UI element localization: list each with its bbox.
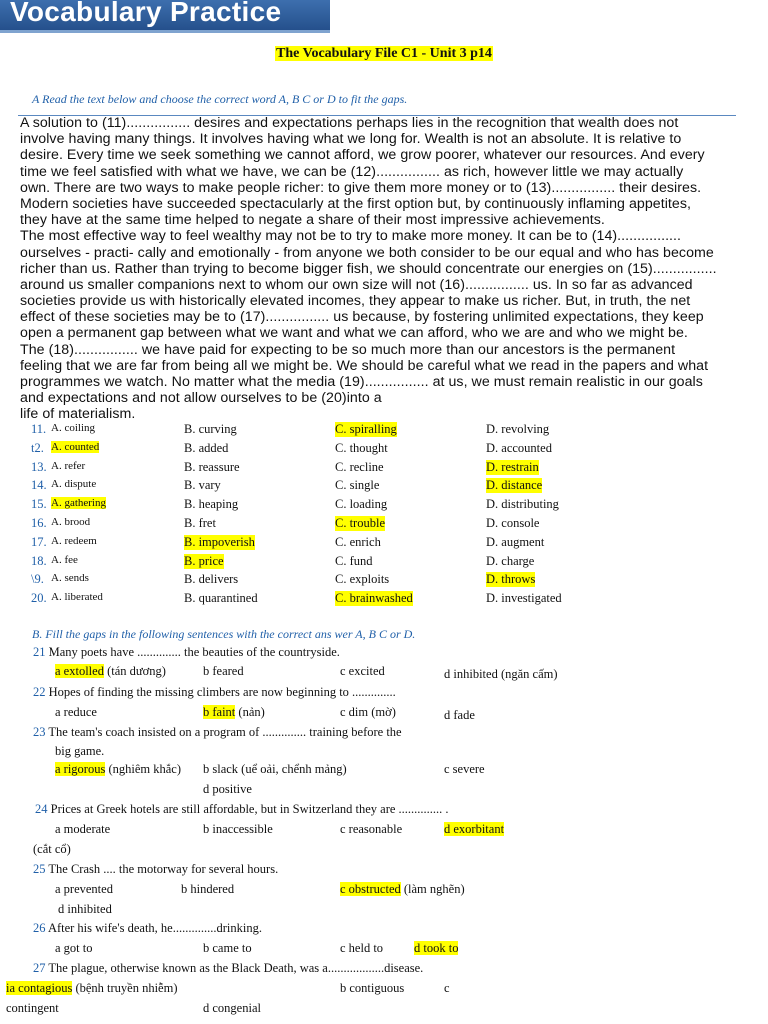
- option-a[interactable]: A. fee: [51, 553, 78, 566]
- option-a[interactable]: A. counted: [51, 440, 100, 453]
- option-26d[interactable]: d took to: [414, 941, 459, 955]
- passage-line: ourselves - practi- cally and emotionally - from anyone we both consider to be our equal and who has become: [20, 244, 714, 261]
- option-26a[interactable]: a got to: [55, 941, 93, 955]
- option-b[interactable]: B. curving: [184, 422, 237, 436]
- option-22d[interactable]: d fade: [444, 708, 475, 722]
- option-d[interactable]: D. investigated: [486, 591, 562, 606]
- option-24d[interactable]: d exorbitant: [444, 822, 505, 836]
- option-a[interactable]: A. liberated: [51, 591, 103, 604]
- option-a[interactable]: A. coiling: [51, 422, 95, 434]
- option-b[interactable]: B. impoverish: [184, 534, 255, 549]
- option-23a[interactable]: a rigorous (nghiêm khắc): [55, 762, 182, 776]
- mc-row: [0, 554, 768, 573]
- option-d[interactable]: D. throws: [486, 572, 536, 587]
- mc-row: [0, 460, 768, 479]
- passage-line: around us smaller companions next to whom our own size will not (16)................ us. In so far as advanced: [20, 276, 693, 293]
- option-b[interactable]: B. quarantined: [184, 591, 258, 606]
- mc-row: [0, 422, 768, 441]
- option-d[interactable]: D. charge: [486, 553, 535, 568]
- question-number: 13.: [31, 459, 47, 474]
- option-27c[interactable]: c: [444, 981, 450, 995]
- option-27b[interactable]: b contiguous: [340, 981, 405, 995]
- passage-line: life of materialism.: [20, 406, 136, 423]
- question-23-cont: big game.: [55, 744, 105, 758]
- option-25b[interactable]: b hindered: [181, 882, 235, 896]
- option-b[interactable]: B. added: [184, 440, 229, 455]
- option-25c[interactable]: c obstructed (làm nghẽn): [340, 882, 465, 896]
- option-c[interactable]: C. fund: [335, 553, 373, 568]
- mc-row: [0, 441, 768, 460]
- header-banner: [0, 0, 330, 33]
- option-a[interactable]: A. dispute: [51, 478, 97, 491]
- mc-row: [0, 591, 768, 610]
- option-27c-word: contingent: [6, 1001, 59, 1015]
- question-number: 20.: [31, 591, 47, 606]
- option-c[interactable]: C. single: [335, 478, 380, 493]
- section-b-instruction: B. Fill the gaps in the following sentences with the correct ans wer A, B C or D.: [32, 627, 416, 641]
- question-number: \9.: [31, 572, 44, 587]
- option-c[interactable]: C. loading: [335, 497, 388, 512]
- question-23: 23 The team's coach insisted on a program of .............. training before the: [33, 725, 402, 739]
- passage-line: A solution to (11)................ desires and expectations perhaps lies in the recognition that wealth does not: [20, 115, 679, 131]
- page-title: The Vocabulary File C1 - Unit 3 p14: [276, 46, 492, 61]
- passage-line: The (18)................ we have paid for expecting to be so much more than our ancestors is the permanent: [20, 341, 676, 358]
- passage-line: effect of these societies may be to (17)................ us because, by fostering unlimited expectations, they keep: [20, 309, 704, 326]
- option-a[interactable]: A. refer: [51, 459, 86, 472]
- passage-line: societies provide us with historically elevated incomes, they appear to make us richer. But, in truth, the net: [20, 293, 691, 310]
- option-b[interactable]: B. vary: [184, 478, 221, 493]
- option-23b[interactable]: b slack (uể oải, chểnh mảng): [203, 762, 347, 776]
- option-d[interactable]: D. augment: [486, 534, 545, 549]
- option-c[interactable]: C. trouble: [335, 516, 385, 530]
- question-24: 24 Prices at Greek hotels are still affordable, but in Switzerland they are .............. .: [35, 802, 449, 816]
- passage-line: own. There are two ways to make people richer: to give them more money or to (13)................ their desires.: [20, 179, 702, 196]
- option-21c[interactable]: c excited: [340, 664, 385, 678]
- option-b[interactable]: B. delivers: [184, 572, 239, 587]
- option-d[interactable]: D. restrain: [486, 459, 539, 474]
- option-26c[interactable]: c held to: [340, 941, 384, 955]
- option-27a[interactable]: ia contagious (bệnh truyền nhiễm): [6, 981, 178, 995]
- option-22a[interactable]: a reduce: [55, 705, 97, 719]
- question-number: 16.: [31, 516, 47, 530]
- option-21a[interactable]: a extolled (tán dương): [55, 664, 166, 678]
- question-number: 18.: [31, 553, 47, 568]
- question-number: 15.: [31, 497, 47, 512]
- option-a[interactable]: A. sends: [51, 572, 89, 585]
- question-number: 14.: [31, 478, 47, 493]
- option-24b[interactable]: b inaccessible: [203, 822, 273, 836]
- passage-line: and expectations and not allow ourselves to be (20)into a: [20, 390, 382, 407]
- option-23d[interactable]: d positive: [203, 782, 252, 796]
- passage-line: desire. Every time we seek something we cannot afford, we grow poorer, whatever our resources. And every: [20, 147, 705, 164]
- option-a[interactable]: A. redeem: [51, 534, 97, 547]
- option-25d[interactable]: d inhibited: [58, 902, 112, 916]
- passage-line: Modern societies have succeeded spectacularly at the first option but, by continuously inflaming appetites,: [20, 195, 691, 212]
- option-24a[interactable]: a moderate: [55, 822, 111, 836]
- passage-line: programmes we watch. No matter what the media (19)................ at us, we must remain realistic in our goals: [20, 374, 703, 390]
- mc-row: [0, 572, 768, 591]
- question-26: 26 After his wife's death, he..............drinking.: [33, 921, 262, 935]
- option-26b[interactable]: b came to: [203, 941, 252, 955]
- question-number: 17.: [31, 534, 47, 549]
- mc-row: [0, 516, 768, 535]
- question-27: 27 The plague, otherwise known as the Black Death, was a..................disease.: [33, 961, 424, 975]
- option-22c[interactable]: c dim (mờ): [340, 705, 396, 719]
- option-b[interactable]: B. fret: [184, 516, 216, 530]
- option-24c[interactable]: c reasonable: [340, 822, 403, 836]
- option-27d[interactable]: d congenial: [203, 1001, 261, 1015]
- mc-row: [0, 478, 768, 497]
- option-d[interactable]: D. console: [486, 516, 540, 530]
- passage-line: The most effective way to feel wealthy may not be to try to make more money. It can be to (14)................: [20, 228, 682, 245]
- question-22: 22 Hopes of finding the missing climbers are now beginning to ..............: [33, 685, 396, 699]
- option-c[interactable]: C. spiralling: [335, 422, 397, 436]
- question-number: 11.: [31, 422, 47, 436]
- option-c[interactable]: C. enrich: [335, 534, 381, 549]
- mc-row: [0, 535, 768, 554]
- option-21b[interactable]: b feared: [203, 664, 244, 678]
- option-21d[interactable]: d inhibited (ngăn cấm): [444, 667, 558, 681]
- option-c[interactable]: C. recline: [335, 459, 384, 474]
- option-b[interactable]: B. price: [184, 553, 224, 568]
- option-25a[interactable]: a prevented: [55, 882, 113, 896]
- option-24d-note: (cắt cổ): [33, 842, 71, 856]
- passage-line: feeling that we are far from being all we might be. We should be careful what we read in the papers and what: [20, 357, 709, 374]
- mc-row: [0, 497, 768, 516]
- section-a-instruction: A Read the text below and choose the correct word A, B C or D to fit the gaps.: [32, 92, 408, 106]
- question-21: 21 Many poets have .............. the beauties of the countryside.: [33, 645, 340, 659]
- banner-title: Vocabulary Practice: [10, 0, 282, 27]
- option-b[interactable]: B. heaping: [184, 497, 239, 512]
- option-c[interactable]: C. exploits: [335, 572, 390, 587]
- reading-passage: [20, 115, 742, 423]
- option-a[interactable]: A. brood: [51, 516, 91, 528]
- option-a[interactable]: A. gathering: [51, 497, 106, 510]
- passage-line: richer than us. Rather than trying to become bigger fish, we should concentrate our energies on (15)................: [20, 260, 717, 277]
- passage-line: involve having many things. It involves having what we long for. Wealth is not an absolute. It is relative to: [20, 131, 682, 148]
- option-c[interactable]: C. thought: [335, 440, 388, 455]
- option-c[interactable]: C. brainwashed: [335, 591, 413, 606]
- passage-line: open a permanent gap between what we want and what we can afford, who we are and who we might be.: [20, 325, 688, 342]
- option-d[interactable]: D. accounted: [486, 440, 552, 455]
- question-25: 25 The Crash .... the motorway for several hours.: [33, 862, 279, 876]
- question-number: t2.: [31, 440, 44, 455]
- passage-line: they have at the same time helped to negate a share of their most impressive achievements.: [20, 212, 605, 229]
- option-d[interactable]: D. revolving: [486, 422, 550, 436]
- option-23c[interactable]: c severe: [444, 762, 485, 776]
- passage-line: time we feel satisfied with what we have, we can be (12)................ as rich, however little we may actually: [20, 163, 684, 180]
- option-22b[interactable]: b faint (nản): [203, 705, 265, 719]
- option-d[interactable]: D. distributing: [486, 497, 559, 512]
- option-b[interactable]: B. reassure: [184, 459, 240, 474]
- option-d[interactable]: D. distance: [486, 478, 543, 493]
